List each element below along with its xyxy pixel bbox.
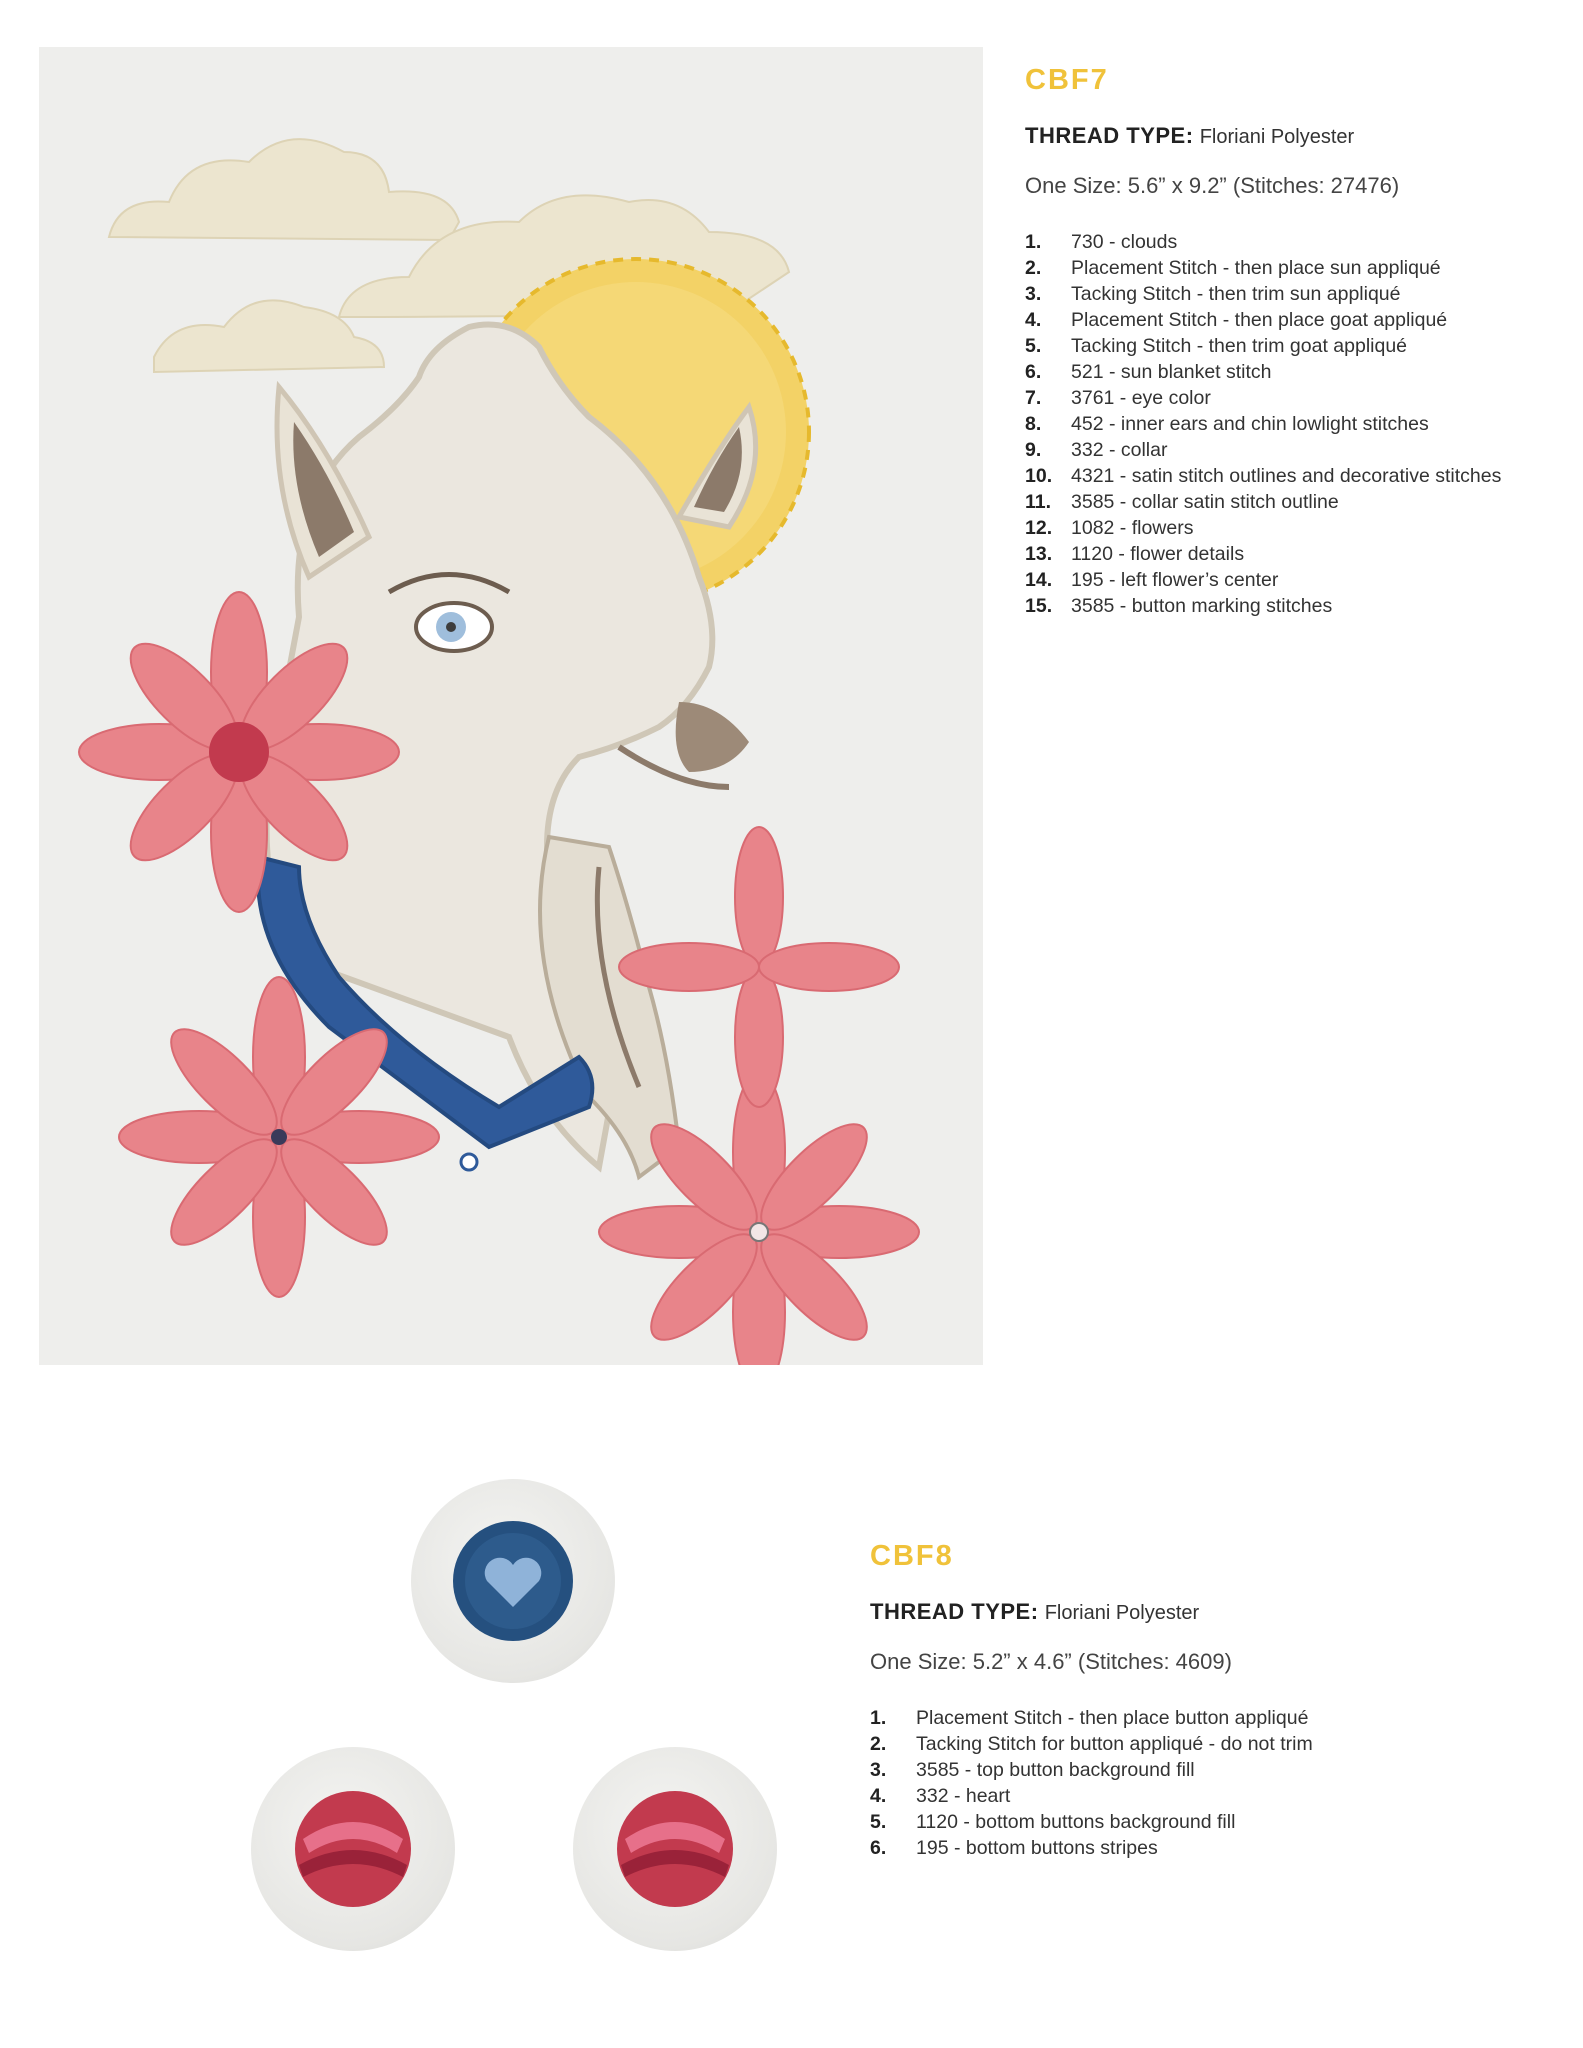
list-item xyxy=(1025,411,1545,437)
list-item xyxy=(1025,489,1545,515)
cbf7-steps-list xyxy=(1025,229,1545,619)
step-text: 1082 - flowers xyxy=(1071,517,1194,539)
list-item xyxy=(870,1757,1430,1783)
thread-type-value: Floriani Polyester xyxy=(1199,126,1355,148)
list-item xyxy=(1025,437,1545,463)
step-text: Tacking Stitch - then trim goat appliqué xyxy=(1071,335,1408,357)
cbf8-size: One Size: 5.2” x 4.6” (Stitches: 4609) xyxy=(870,1649,1232,1674)
list-item xyxy=(1025,229,1545,255)
step-text: Tacking Stitch - then trim sun appliqué xyxy=(1071,283,1401,305)
step-number: 15. xyxy=(1025,595,1053,617)
list-item xyxy=(1025,307,1545,333)
list-item xyxy=(1025,515,1545,541)
step-number: 8. xyxy=(1025,413,1042,435)
cbf7-thread-type xyxy=(1025,123,1545,149)
step-number: 7. xyxy=(1025,387,1042,409)
step-number: 12. xyxy=(1025,517,1053,539)
cbf8-red-button-right-photo xyxy=(573,1747,777,1951)
step-text: 332 - heart xyxy=(916,1785,1011,1807)
thread-type-value: Floriani Polyester xyxy=(1044,1602,1200,1624)
step-number: 9. xyxy=(1025,439,1042,461)
step-number: 10. xyxy=(1025,465,1053,487)
cbf8-code: CBF8 xyxy=(870,1540,954,1572)
step-text: Placement Stitch - then place sun appliqué xyxy=(1071,257,1441,279)
list-item xyxy=(1025,281,1545,307)
cbf8-red-button-left-photo xyxy=(251,1747,455,1951)
step-number: 2. xyxy=(1025,257,1042,279)
list-item xyxy=(870,1731,1430,1757)
cbf7-size: One Size: 5.6” x 9.2” (Stitches: 27476) xyxy=(1025,173,1400,198)
list-item xyxy=(1025,463,1545,489)
step-number: 6. xyxy=(870,1837,887,1859)
cbf8-steps-list xyxy=(870,1705,1430,1861)
step-text: 452 - inner ears and chin lowlight stitches xyxy=(1071,413,1429,435)
step-number: 3. xyxy=(1025,283,1042,305)
list-item xyxy=(870,1809,1430,1835)
list-item xyxy=(1025,255,1545,281)
step-text: Tacking Stitch for button appliqué - do not trim xyxy=(916,1733,1313,1755)
list-item xyxy=(870,1835,1430,1861)
thread-type-label: THREAD TYPE: xyxy=(1025,123,1194,148)
list-item xyxy=(1025,359,1545,385)
step-text: 3761 - eye color xyxy=(1071,387,1211,409)
step-number: 4. xyxy=(1025,309,1042,331)
step-number: 13. xyxy=(1025,543,1053,565)
step-text: Placement Stitch - then place goat appliqué xyxy=(1071,309,1448,331)
cbf7-embroidery-photo xyxy=(39,47,983,1365)
cbf7-spec xyxy=(1025,64,1545,619)
step-number: 4. xyxy=(870,1785,887,1807)
step-number: 5. xyxy=(870,1811,887,1833)
list-item xyxy=(1025,333,1545,359)
list-item xyxy=(1025,567,1545,593)
thread-type-label: THREAD TYPE: xyxy=(870,1599,1039,1624)
step-text: 1120 - bottom buttons background fill xyxy=(916,1811,1236,1833)
step-number: 1. xyxy=(1025,231,1042,253)
step-text: 195 - left flower’s center xyxy=(1071,569,1279,591)
step-text: 730 - clouds xyxy=(1071,231,1178,253)
step-number: 5. xyxy=(1025,335,1042,357)
step-text: 1120 - flower details xyxy=(1071,543,1245,565)
list-item xyxy=(1025,541,1545,567)
step-text: 3585 - button marking stitches xyxy=(1071,595,1333,617)
list-item xyxy=(1025,385,1545,411)
step-number: 2. xyxy=(870,1733,887,1755)
step-number: 3. xyxy=(870,1759,887,1781)
step-text: 4321 - satin stitch outlines and decorative stitches xyxy=(1071,465,1502,487)
step-text: 3585 - top button background fill xyxy=(916,1759,1195,1781)
step-text: 332 - collar xyxy=(1071,439,1168,461)
cbf7-code: CBF7 xyxy=(1025,64,1109,96)
list-item xyxy=(1025,593,1545,619)
step-text: 195 - bottom buttons stripes xyxy=(916,1837,1158,1859)
step-text: 521 - sun blanket stitch xyxy=(1071,361,1272,383)
step-text: 3585 - collar satin stitch outline xyxy=(1071,491,1339,513)
cbf8-heart-button-photo xyxy=(411,1479,615,1683)
cbf8-spec xyxy=(870,1540,1430,1861)
list-item xyxy=(870,1783,1430,1809)
step-text: Placement Stitch - then place button appliqué xyxy=(916,1707,1309,1729)
cbf8-thread-type xyxy=(870,1599,1430,1625)
list-item xyxy=(870,1705,1430,1731)
step-number: 11. xyxy=(1025,491,1052,513)
step-number: 6. xyxy=(1025,361,1042,383)
step-number: 14. xyxy=(1025,569,1053,591)
step-number: 1. xyxy=(870,1707,887,1729)
